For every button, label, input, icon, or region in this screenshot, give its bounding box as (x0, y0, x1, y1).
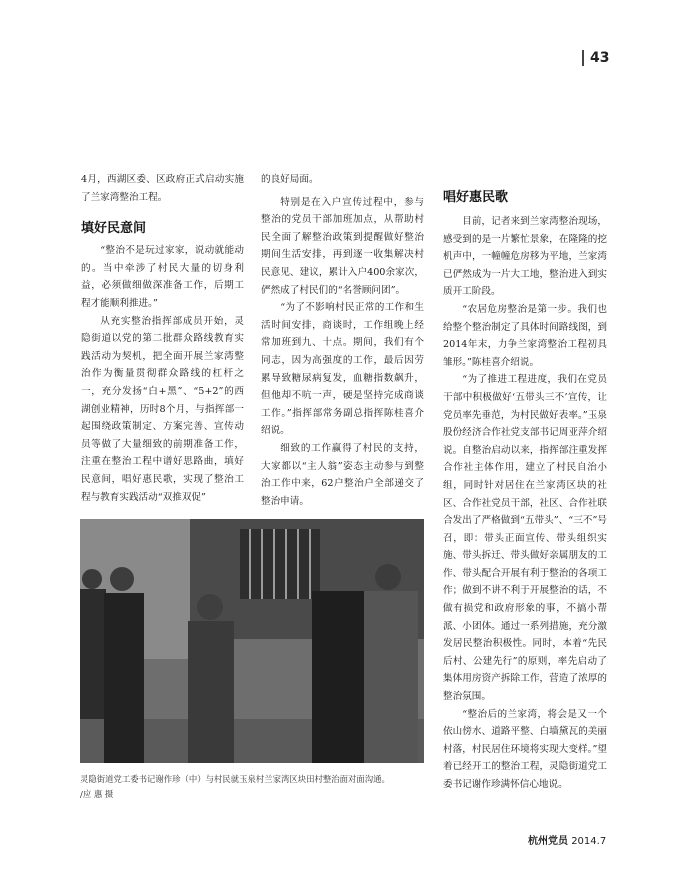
issue-number: 2014.7 (571, 836, 607, 847)
news-photo (80, 519, 424, 763)
caption-text: 灵隐街道党工委书记谢作珍（中）与村民就玉泉村兰家湾区块田村整治面对面沟通。 (80, 774, 390, 784)
paragraph: “农居危房整治是第一步。我们也给整个整治制定了具体时间路线图，到2014年末，力争兰家湾整治工程初具雏形。”陈桂喜介绍说。 (443, 303, 607, 368)
paragraph: 从充实整治指挥部成员开始，灵隐街道以党的第二批群众路线教育实践活动为契机，把全面开展兰家湾整治作为衡量贯彻群众路线的杠杆之一，充分发扬“白+黑”、“5+2”的西湖创业精神，历时8个月，与指挥部一起围绕政策制定、方案完善、宣传动员等做了大量细致的前期准备工作，注重在整治工程中谱好思路曲，填好民意间，唱好惠民歌，实现了整治工程与教育实践活动“双推双促” (81, 315, 244, 503)
photo-caption (80, 772, 428, 802)
paragraph: 的良好局面。 (261, 174, 319, 185)
paragraph: 特别是在入户宣传过程中，参与整治的党员干部加班加点，从帮助村民全面了解整治政策到提醒做好整治期间生活安排，再到逐一收集解决村民意见、建议，累计入户400余家次，俨然成了村民们的“名誉顾问团”。 (261, 196, 424, 296)
section-heading-1: 填好民意间 (81, 221, 147, 237)
paragraph: 目前，记者来到兰家湾整治现场，感受到的是一片繁忙景象，在隆隆的挖机声中，一幢幢危房移为平地，兰家湾已俨然成为一片大工地，整治进入到实质开工阶段。 (443, 216, 607, 298)
caption-credit: /应 惠 摄 (80, 789, 114, 799)
paragraph: 细致的工作赢得了村民的支持，大家都以“主人翁”姿态主动参与到整治工作中来，62户整治户全部递交了整治申请。 (261, 442, 424, 507)
paragraph: “为了不影响村民正常的工作和生活时间安排，商谈时，工作组晚上经常加班到九、十点。期间，我们有个同志，因为高强度的工作，最后因劳累导致糖尿病复发，血糖指数飙升，但他却不吭一声，硬是坚持完成商谈工作。”指挥部常务副总指挥陈桂喜介绍说。 (261, 302, 424, 437)
paragraph: “为了推进工程进度，我们在党员干部中积极做好‘五带头三不’宣传，让党员率先垂范，为村民做好表率。”玉泉股份经济合作社党支部书记周亚萍介绍说。自整治启动以来，指挥部注重发挥合作社主体作用，建立了村民自治小组，同时针对居住在兰家湾区块的社区、合作社党员干部，社区、合作社联合发出了严格做到“五带头”、“三不”号召，即：带头正面宣传、带头组织实施、带头拆迁、带头做好亲属朋友的工作、带头配合开展有利于整治的各项工作；做到不讲不利于开展整治的话，不做有损党和政府形象的事，不搞小帮派、小团体。通过一系列措施，充分激发居民整治积极性。同时，本着“先民后村、公建先行”的原则，率先启动了集体用房资产拆除工作，营造了浓厚的整治氛围。 (443, 374, 607, 703)
page-number: 43 (582, 50, 609, 66)
magazine-footer (528, 832, 606, 847)
paragraph: “整治不是玩过家家，说动就能动的。当中牵涉了村民大量的切身利益，必须做细做深准备工作，后期工程才能顺利推进。” (81, 245, 244, 309)
photo-scene (80, 519, 424, 763)
column-3 (443, 187, 607, 794)
paragraph: “整治后的兰家湾，将会是又一个依山傍水、道路平整、白墙黛瓦的美丽村落，村民居住环境将实现大变样。”望着已经开工的整治工程，灵隐街道党工委书记谢作珍满怀信心地说。 (443, 708, 607, 790)
magazine-brand: 杭州党员 (528, 836, 568, 847)
lead-paragraph: 4月，西湖区委、区政府正式启动实施了兰家湾整治工程。 (81, 174, 244, 203)
column-1 (81, 171, 244, 506)
section-heading-2: 唱好惠民歌 (443, 190, 509, 205)
column-2 (261, 171, 424, 510)
